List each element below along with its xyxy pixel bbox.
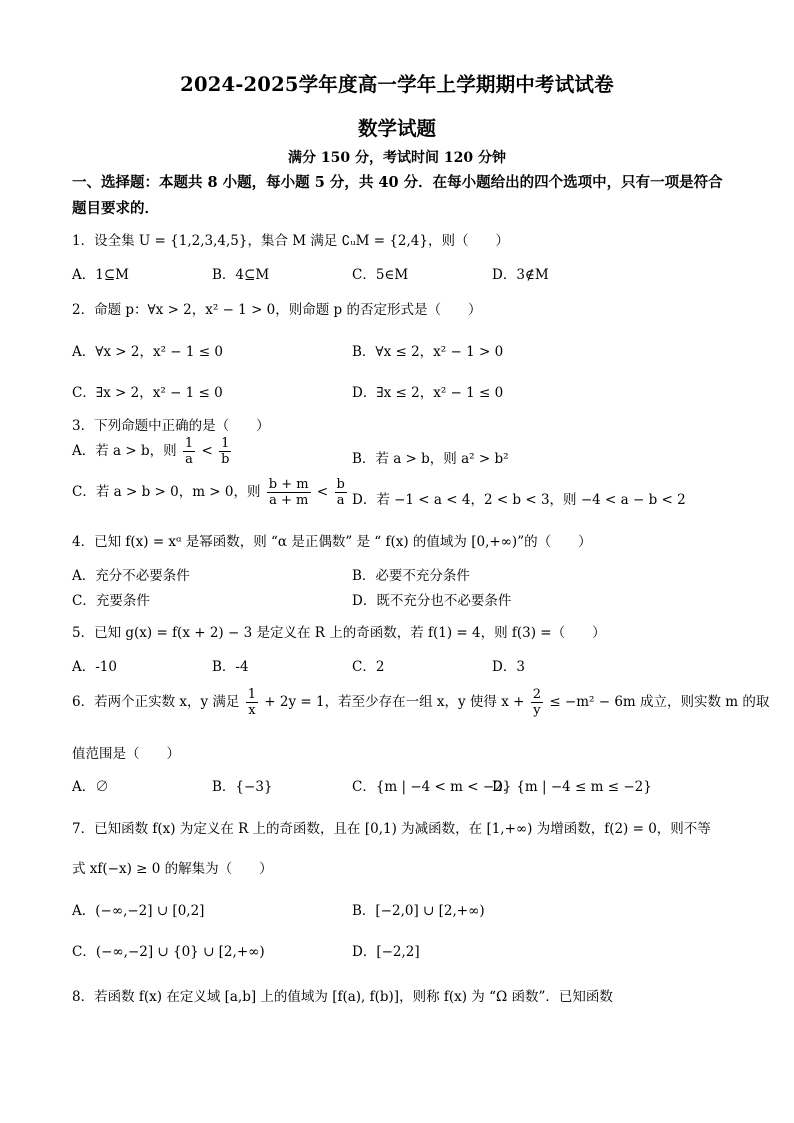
fraction-numerator: 2 xyxy=(532,687,542,702)
fraction-numerator: 1 xyxy=(184,436,194,451)
question-3-option-c xyxy=(72,478,349,507)
question-3-option-b: B．若 a > b，则 a² > b² xyxy=(352,451,509,467)
question-5-option-c: C．2 xyxy=(352,659,385,675)
question-5-option-a: A．-10 xyxy=(72,659,117,675)
question-7-option-b: B．[−2,0] ∪ [2,+∞) xyxy=(352,903,485,919)
question-3-option-c-prefix: C．若 a > b > 0，m > 0，则 xyxy=(72,484,261,500)
question-4-option-c: C．充要条件 xyxy=(72,593,150,609)
fraction-numerator: b xyxy=(336,477,345,492)
question-6-stem xyxy=(72,688,769,717)
question-2-stem: 2．命题 p：∀x > 2，x² − 1 > 0，则命题 p 的否定形式是（ ） xyxy=(72,302,482,318)
fraction xyxy=(246,688,258,717)
question-7-option-c: C．(−∞,−2] ∪ {0} ∪ [2,+∞) xyxy=(72,944,265,960)
question-3-option-a xyxy=(72,437,233,466)
fraction-numerator: 1 xyxy=(219,437,231,452)
question-8-stem-line-1: 8．若函数 f(x) 在定义域 [a,b] 上的值域为 [f(a), f(b)]，则称 f(x) 为 “Ω 函数”．已知函数 xyxy=(72,989,613,1005)
question-1-stem: 1．设全集 U = {1,2,3,4,5}，集合 M 满足 ∁ᵤM = {2,4}，则（ ） xyxy=(72,233,509,249)
question-2-option-c: C．∃x > 2，x² − 1 ≤ 0 xyxy=(72,385,223,401)
exam-title: 2024-2025学年度高一学年上学期期中考试试卷 xyxy=(180,73,614,96)
fraction-denominator: a + m xyxy=(269,493,309,508)
fraction-denominator: x xyxy=(248,703,256,718)
question-4-stem: 4．已知 f(x) = xᵅ 是幂函数，则 “α 是正偶数” 是 “ f(x) 的值域为 [0,+∞)”的（ ） xyxy=(72,534,592,550)
fraction-denominator: a xyxy=(185,452,193,467)
fraction-numerator: b + m xyxy=(268,477,309,492)
fraction xyxy=(219,437,231,466)
question-5-option-b: B．-4 xyxy=(212,659,249,675)
fraction-denominator: a xyxy=(336,493,345,508)
relation-sign: < xyxy=(316,484,329,500)
question-7-stem-line-2: 式 xf(−x) ≥ 0 的解集为（ ） xyxy=(72,861,273,877)
question-6-text-1: 6．若两个正实数 x，y 满足 xyxy=(72,694,240,710)
question-4-option-a: A．充分不必要条件 xyxy=(72,568,190,584)
question-1-option-b: B．4⊆M xyxy=(212,267,270,283)
fraction-denominator: b xyxy=(221,452,230,467)
fraction-numerator: 1 xyxy=(247,687,256,702)
question-2-option-b: B．∀x ≤ 2，x² − 1 > 0 xyxy=(352,344,504,360)
question-7-option-a: A．(−∞,−2] ∪ [0,2] xyxy=(72,903,205,919)
question-6-text-2: + 2y = 1，若至少存在一组 x，y 使得 x + xyxy=(264,694,525,710)
question-7-option-d: D．[−2,2] xyxy=(352,944,420,960)
question-1-option-d: D．3∉M xyxy=(492,267,549,283)
question-4-option-d: D．既不充分也不必要条件 xyxy=(352,593,512,609)
exam-info: 满分 150 分，考试时间 120 分钟 xyxy=(288,150,506,166)
subject-title: 数学试题 xyxy=(357,117,436,140)
relation-sign: < xyxy=(201,443,213,459)
fraction xyxy=(183,437,195,466)
question-7-stem-line-1: 7．已知函数 f(x) 为定义在 R 上的奇函数，且在 [0,1) 为减函数，在 [1,+∞) 为增函数，f(2) = 0，则不等 xyxy=(72,821,711,837)
fraction xyxy=(267,478,311,507)
question-6-stem-line-2: 值范围是（ ） xyxy=(72,746,180,762)
question-4-option-b: B．必要不充分条件 xyxy=(352,568,470,584)
question-6-option-b: B．{−3} xyxy=(212,779,273,795)
fraction-denominator: y xyxy=(533,703,541,718)
question-3-option-d: D．若 −1 < a < 4，2 < b < 3，则 −4 < a − b < 2 xyxy=(352,492,686,508)
question-2-option-d: D．∃x ≤ 2，x² − 1 ≤ 0 xyxy=(352,385,504,401)
fraction xyxy=(335,478,347,507)
question-3-stem: 3．下列命题中正确的是（ ） xyxy=(72,418,270,434)
section-heading: 一、选择题：本题共 8 小题，每小题 5 分，共 40 分．在每小题给出的四个选项中，只有一项是符合题目要求的． xyxy=(72,174,723,217)
question-2-option-a: A．∀x > 2，x² − 1 ≤ 0 xyxy=(72,344,223,360)
question-6-option-a: A．∅ xyxy=(72,779,109,795)
question-1-option-c: C．5∈M xyxy=(352,267,409,283)
question-5-option-d: D．3 xyxy=(492,659,525,675)
question-5-stem: 5．已知 g(x) = f(x + 2) − 3 是定义在 R 上的奇函数，若 f(1) = 4，则 f(3) =（ ） xyxy=(72,625,606,641)
question-6-option-d: D．{m | −4 ≤ m ≤ −2} xyxy=(492,779,652,795)
fraction xyxy=(531,688,543,717)
question-3-option-a-prefix: A．若 a > b，则 xyxy=(72,443,177,459)
question-6-option-c: C．{m | −4 < m < −2} xyxy=(352,779,512,795)
question-6-text-3: ≤ −m² − 6m 成立，则实数 m 的取 xyxy=(549,694,770,710)
question-1-option-a: A．1⊆M xyxy=(72,267,129,283)
